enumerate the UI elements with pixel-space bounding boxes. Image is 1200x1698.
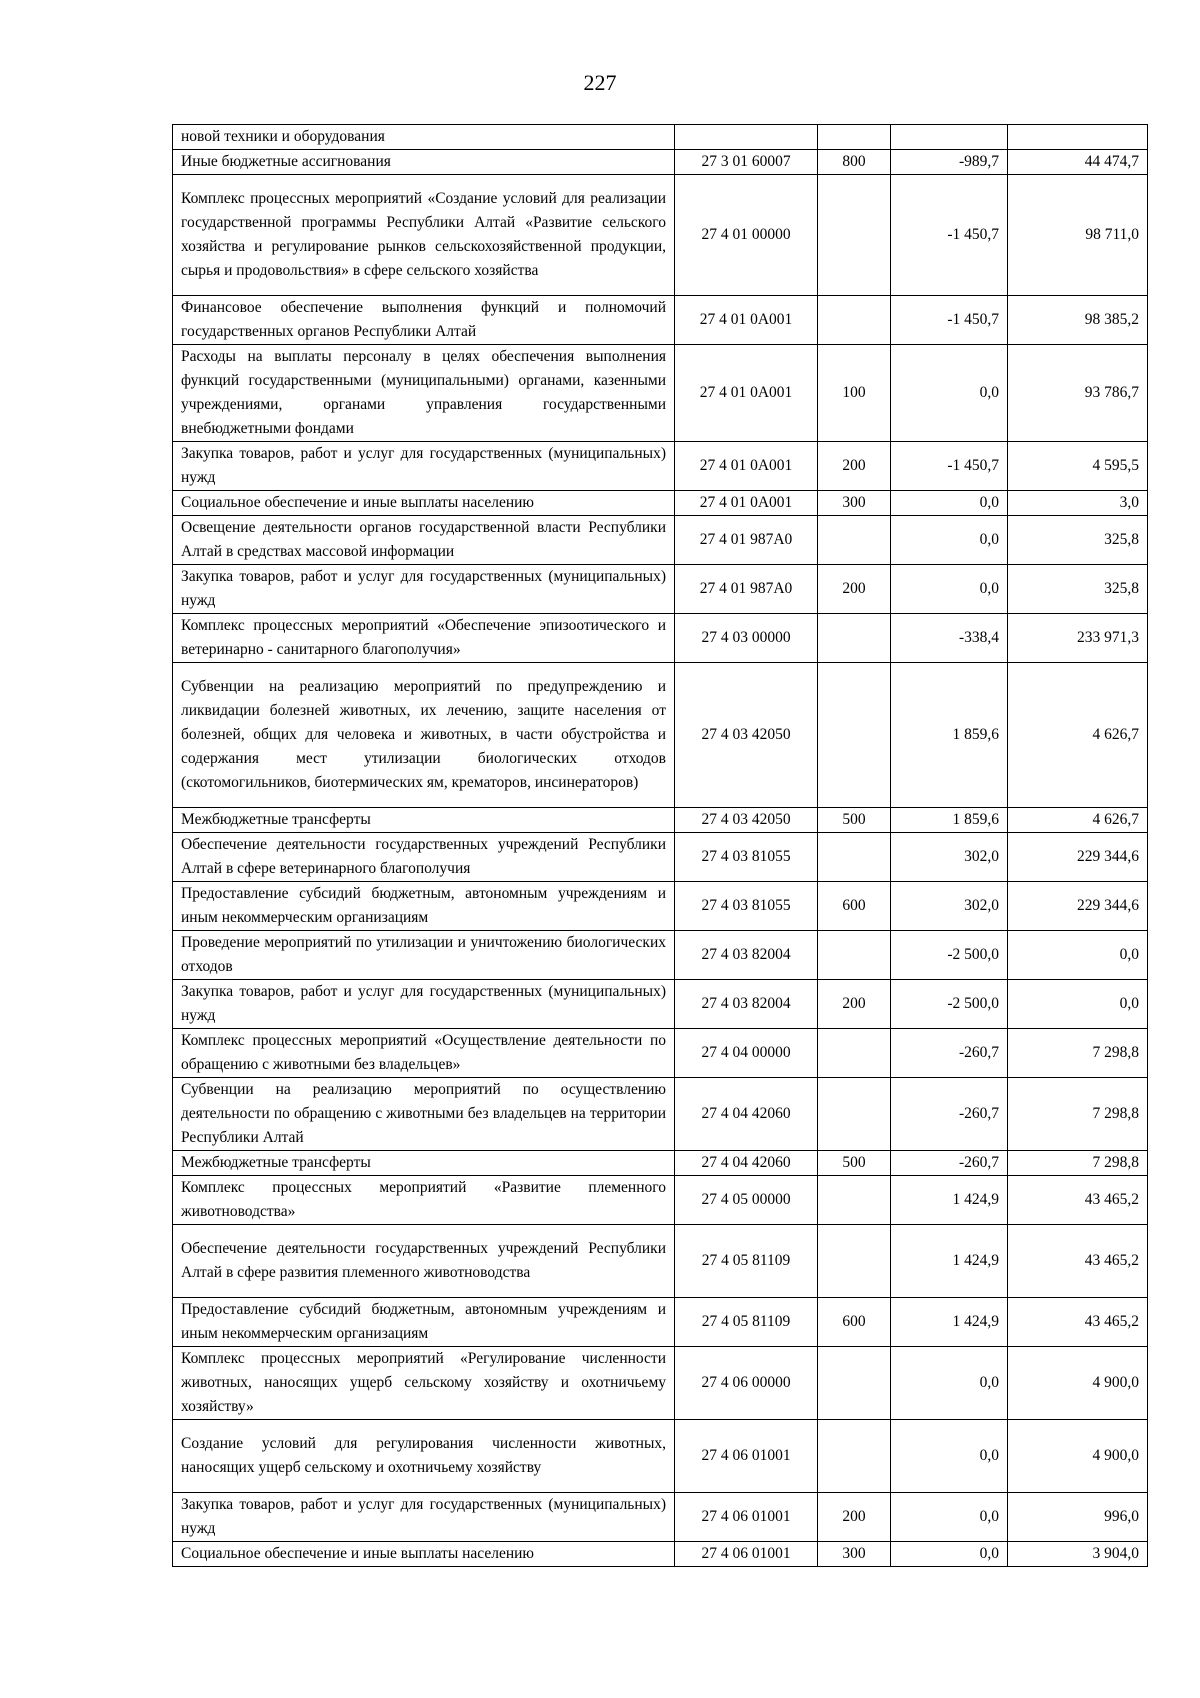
row-expense-type: 200 bbox=[818, 980, 891, 1029]
row-total: 0,0 bbox=[1008, 980, 1148, 1029]
row-name: Создание условий для регулирования численности животных, наносящих ущерб сельскому и охотничьему хозяйству bbox=[173, 1420, 675, 1493]
row-total: 996,0 bbox=[1008, 1493, 1148, 1542]
table-row bbox=[173, 833, 1148, 882]
row-expense-type: 600 bbox=[818, 1298, 891, 1347]
table-row bbox=[173, 175, 1148, 296]
table-row bbox=[173, 1078, 1148, 1151]
row-expense-type bbox=[818, 296, 891, 345]
row-name: Социальное обеспечение и иные выплаты населению bbox=[173, 491, 675, 516]
row-change: 1 424,9 bbox=[891, 1225, 1008, 1298]
row-change: -338,4 bbox=[891, 614, 1008, 663]
row-change: 0,0 bbox=[891, 1420, 1008, 1493]
row-change: 1 424,9 bbox=[891, 1298, 1008, 1347]
row-code: 27 4 05 00000 bbox=[675, 1176, 818, 1225]
row-total: 233 971,3 bbox=[1008, 614, 1148, 663]
row-name: Освещение деятельности органов государственной власти Республики Алтай в средствах массовой информации bbox=[173, 516, 675, 565]
table-row bbox=[173, 931, 1148, 980]
row-change: 1 859,6 bbox=[891, 663, 1008, 808]
row-total: 43 465,2 bbox=[1008, 1298, 1148, 1347]
row-total: 4 595,5 bbox=[1008, 442, 1148, 491]
row-code: 27 4 06 00000 bbox=[675, 1347, 818, 1420]
row-expense-type bbox=[818, 516, 891, 565]
table-row bbox=[173, 808, 1148, 833]
row-expense-type bbox=[818, 1225, 891, 1298]
row-name: Социальное обеспечение и иные выплаты населению bbox=[173, 1542, 675, 1567]
row-change: 0,0 bbox=[891, 1542, 1008, 1567]
row-name: Предоставление субсидий бюджетным, автономным учреждениям и иным некоммерческим организациям bbox=[173, 1298, 675, 1347]
row-change: 0,0 bbox=[891, 1347, 1008, 1420]
row-change: 0,0 bbox=[891, 1493, 1008, 1542]
row-total: 0,0 bbox=[1008, 931, 1148, 980]
row-change: 0,0 bbox=[891, 565, 1008, 614]
row-name: Обеспечение деятельности государственных учреждений Республики Алтай в сфере развития племенного животноводства bbox=[173, 1225, 675, 1298]
table-row bbox=[173, 516, 1148, 565]
row-code: 27 4 03 82004 bbox=[675, 980, 818, 1029]
row-code: 27 4 04 42060 bbox=[675, 1078, 818, 1151]
row-change: 302,0 bbox=[891, 833, 1008, 882]
row-name: Межбюджетные трансферты bbox=[173, 808, 675, 833]
table-row bbox=[173, 1176, 1148, 1225]
row-name: Комплекс процессных мероприятий «Осуществление деятельности по обращению с животными без владельцев» bbox=[173, 1029, 675, 1078]
row-expense-type bbox=[818, 1347, 891, 1420]
row-expense-type bbox=[818, 614, 891, 663]
row-name: Комплекс процессных мероприятий «Развитие племенного животноводства» bbox=[173, 1176, 675, 1225]
table-row bbox=[173, 980, 1148, 1029]
row-expense-type bbox=[818, 1420, 891, 1493]
table-row bbox=[173, 1225, 1148, 1298]
row-change: -2 500,0 bbox=[891, 931, 1008, 980]
row-code: 27 4 01 00000 bbox=[675, 175, 818, 296]
row-code: 27 4 03 00000 bbox=[675, 614, 818, 663]
row-total: 325,8 bbox=[1008, 516, 1148, 565]
row-code: 27 4 04 00000 bbox=[675, 1029, 818, 1078]
row-name: Предоставление субсидий бюджетным, автономным учреждениям и иным некоммерческим организациям bbox=[173, 882, 675, 931]
row-expense-type bbox=[818, 833, 891, 882]
row-change bbox=[891, 125, 1008, 150]
table-row bbox=[173, 1151, 1148, 1176]
row-code: 27 4 03 81055 bbox=[675, 882, 818, 931]
row-expense-type: 500 bbox=[818, 1151, 891, 1176]
row-code: 27 4 01 987А0 bbox=[675, 565, 818, 614]
row-name: Закупка товаров, работ и услуг для государственных (муниципальных) нужд bbox=[173, 1493, 675, 1542]
table-row bbox=[173, 150, 1148, 175]
row-name: Проведение мероприятий по утилизации и уничтожению биологических отходов bbox=[173, 931, 675, 980]
row-code: 27 4 05 81109 bbox=[675, 1298, 818, 1347]
row-name: Иные бюджетные ассигнования bbox=[173, 150, 675, 175]
table-row bbox=[173, 345, 1148, 442]
row-change: -1 450,7 bbox=[891, 442, 1008, 491]
row-change: 0,0 bbox=[891, 491, 1008, 516]
row-change: -1 450,7 bbox=[891, 175, 1008, 296]
row-total: 4 900,0 bbox=[1008, 1347, 1148, 1420]
row-code: 27 4 03 82004 bbox=[675, 931, 818, 980]
row-expense-type: 100 bbox=[818, 345, 891, 442]
row-expense-type: 300 bbox=[818, 1542, 891, 1567]
row-name: Закупка товаров, работ и услуг для государственных (муниципальных) нужд bbox=[173, 565, 675, 614]
table-row bbox=[173, 1029, 1148, 1078]
row-code: 27 4 01 987А0 bbox=[675, 516, 818, 565]
row-expense-type: 600 bbox=[818, 882, 891, 931]
row-code: 27 4 04 42060 bbox=[675, 1151, 818, 1176]
row-name: Комплекс процессных мероприятий «Обеспечение эпизоотического и ветеринарно - санитарного благополучия» bbox=[173, 614, 675, 663]
row-expense-type: 300 bbox=[818, 491, 891, 516]
row-name: Межбюджетные трансферты bbox=[173, 1151, 675, 1176]
row-total: 98 385,2 bbox=[1008, 296, 1148, 345]
row-total: 3 904,0 bbox=[1008, 1542, 1148, 1567]
row-name: Субвенции на реализацию мероприятий по осуществлению деятельности по обращению с животными без владельцев на территории Республики Алтай bbox=[173, 1078, 675, 1151]
row-expense-type bbox=[818, 1176, 891, 1225]
table-row bbox=[173, 565, 1148, 614]
table-row bbox=[173, 882, 1148, 931]
row-change: -260,7 bbox=[891, 1078, 1008, 1151]
row-name: новой техники и оборудования bbox=[173, 125, 675, 150]
row-change: 1 859,6 bbox=[891, 808, 1008, 833]
row-expense-type bbox=[818, 175, 891, 296]
table-row bbox=[173, 1542, 1148, 1567]
row-code: 27 4 06 01001 bbox=[675, 1420, 818, 1493]
row-change: 1 424,9 bbox=[891, 1176, 1008, 1225]
row-name: Обеспечение деятельности государственных учреждений Республики Алтай в сфере ветеринарного благополучия bbox=[173, 833, 675, 882]
row-expense-type bbox=[818, 1029, 891, 1078]
table-row bbox=[173, 614, 1148, 663]
row-name: Закупка товаров, работ и услуг для государственных (муниципальных) нужд bbox=[173, 442, 675, 491]
row-expense-type: 500 bbox=[818, 808, 891, 833]
row-total: 4 900,0 bbox=[1008, 1420, 1148, 1493]
row-change: 302,0 bbox=[891, 882, 1008, 931]
row-total: 229 344,6 bbox=[1008, 833, 1148, 882]
row-expense-type bbox=[818, 1078, 891, 1151]
budget-table bbox=[172, 124, 1148, 1567]
row-name: Субвенции на реализацию мероприятий по предупреждению и ликвидации болезней животных, их лечению, защите населения от болезней, общих для человека и животных, в части обустройства и содержания мест утилизации биологических отходов (скотомогильников, биотермических ям, крематоров, инсинераторов) bbox=[173, 663, 675, 808]
row-change: 0,0 bbox=[891, 345, 1008, 442]
table-row bbox=[173, 663, 1148, 808]
row-code: 27 4 03 42050 bbox=[675, 808, 818, 833]
row-change: -1 450,7 bbox=[891, 296, 1008, 345]
table-row bbox=[173, 1298, 1148, 1347]
row-code: 27 4 01 0А001 bbox=[675, 442, 818, 491]
table-row bbox=[173, 1420, 1148, 1493]
row-change: 0,0 bbox=[891, 516, 1008, 565]
row-change: -2 500,0 bbox=[891, 980, 1008, 1029]
row-total: 43 465,2 bbox=[1008, 1176, 1148, 1225]
row-name: Финансовое обеспечение выполнения функций и полномочий государственных органов Республики Алтай bbox=[173, 296, 675, 345]
row-total: 44 474,7 bbox=[1008, 150, 1148, 175]
row-expense-type bbox=[818, 125, 891, 150]
row-total: 4 626,7 bbox=[1008, 663, 1148, 808]
row-code: 27 4 06 01001 bbox=[675, 1493, 818, 1542]
table-row bbox=[173, 125, 1148, 150]
row-code bbox=[675, 125, 818, 150]
row-change: -260,7 bbox=[891, 1151, 1008, 1176]
row-total: 4 626,7 bbox=[1008, 808, 1148, 833]
row-name: Расходы на выплаты персоналу в целях обеспечения выполнения функций государственными (муниципальными) органами, казенными учреждениями, органами управления государственными внебюджетными фондами bbox=[173, 345, 675, 442]
row-total: 3,0 bbox=[1008, 491, 1148, 516]
row-total: 7 298,8 bbox=[1008, 1078, 1148, 1151]
row-code: 27 4 05 81109 bbox=[675, 1225, 818, 1298]
row-change: -260,7 bbox=[891, 1029, 1008, 1078]
row-code: 27 4 01 0А001 bbox=[675, 345, 818, 442]
row-code: 27 3 01 60007 bbox=[675, 150, 818, 175]
row-name: Комплекс процессных мероприятий «Регулирование численности животных, наносящих ущерб сельскому хозяйству и охотничьему хозяйству» bbox=[173, 1347, 675, 1420]
row-expense-type: 200 bbox=[818, 442, 891, 491]
row-total: 229 344,6 bbox=[1008, 882, 1148, 931]
row-code: 27 4 03 42050 bbox=[675, 663, 818, 808]
row-code: 27 4 06 01001 bbox=[675, 1542, 818, 1567]
row-expense-type bbox=[818, 663, 891, 808]
table-row bbox=[173, 296, 1148, 345]
row-name: Комплекс процессных мероприятий «Создание условий для реализации государственной программы Республики Алтай «Развитие сельского хозяйства и регулирование рынков сельскохозяйственной продукции, сырья и продовольствия» в сфере сельского хозяйства bbox=[173, 175, 675, 296]
table-row bbox=[173, 442, 1148, 491]
row-total: 43 465,2 bbox=[1008, 1225, 1148, 1298]
row-expense-type: 800 bbox=[818, 150, 891, 175]
row-expense-type: 200 bbox=[818, 565, 891, 614]
row-code: 27 4 01 0А001 bbox=[675, 296, 818, 345]
table-row bbox=[173, 1493, 1148, 1542]
row-expense-type: 200 bbox=[818, 1493, 891, 1542]
row-total: 325,8 bbox=[1008, 565, 1148, 614]
row-total bbox=[1008, 125, 1148, 150]
row-change: -989,7 bbox=[891, 150, 1008, 175]
row-code: 27 4 03 81055 bbox=[675, 833, 818, 882]
row-total: 7 298,8 bbox=[1008, 1151, 1148, 1176]
row-code: 27 4 01 0А001 bbox=[675, 491, 818, 516]
row-total: 7 298,8 bbox=[1008, 1029, 1148, 1078]
table-row bbox=[173, 1347, 1148, 1420]
page-number: 227 bbox=[583, 70, 617, 95]
row-total: 98 711,0 bbox=[1008, 175, 1148, 296]
row-total: 93 786,7 bbox=[1008, 345, 1148, 442]
row-expense-type bbox=[818, 931, 891, 980]
row-name: Закупка товаров, работ и услуг для государственных (муниципальных) нужд bbox=[173, 980, 675, 1029]
table-row bbox=[173, 491, 1148, 516]
